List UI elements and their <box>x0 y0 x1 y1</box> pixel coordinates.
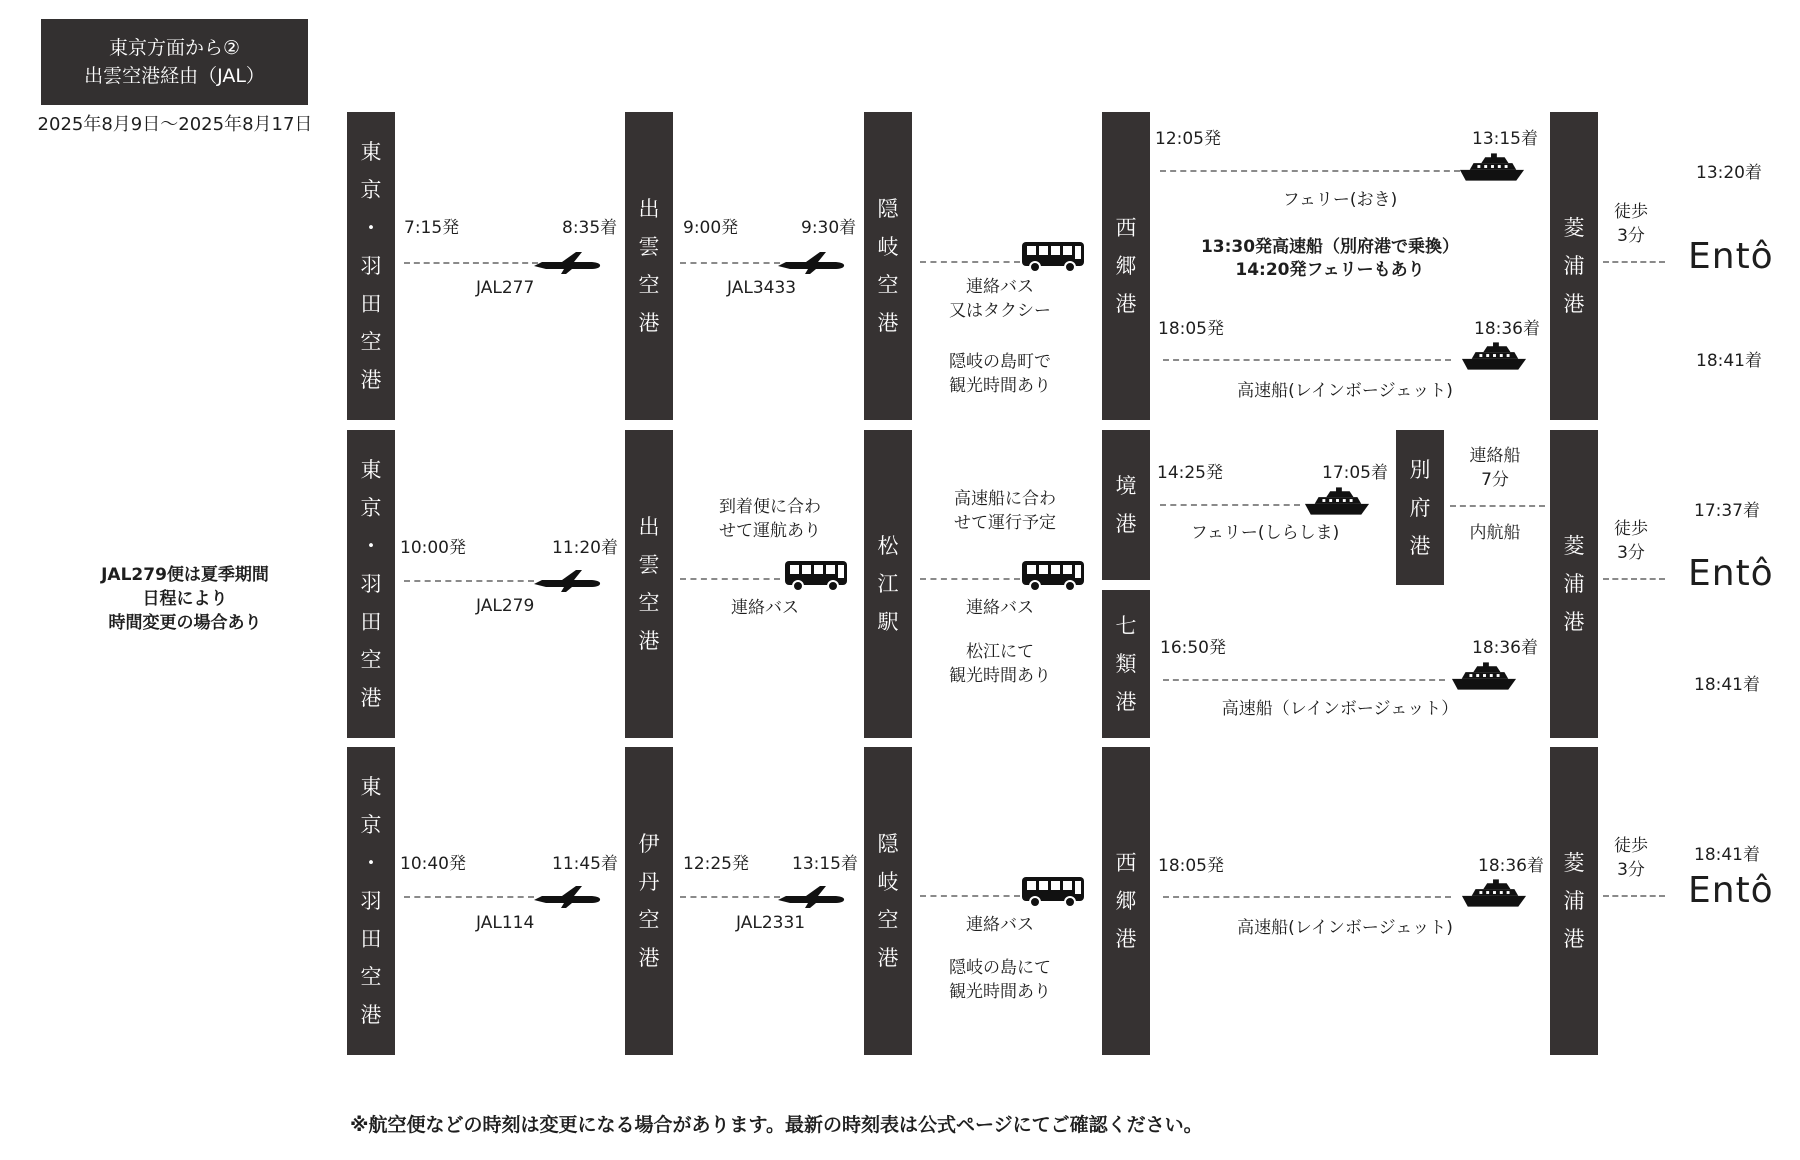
r1-ferry1-line <box>1160 170 1460 172</box>
station-char: 別 <box>1409 457 1431 482</box>
station-char: 浦 <box>1563 254 1585 278</box>
r1-bus-note <box>930 350 1070 398</box>
r1-transfer-note-1: 13:30発高速船（別府港で乗換） <box>1200 237 1460 257</box>
ship-icon <box>1450 661 1518 691</box>
r1-transfer-note-2: 14:20発フェリーもあり <box>1235 260 1425 280</box>
r1-flight1-name: JAL277 <box>476 278 535 298</box>
r2-ferry2-arr: 18:36着 <box>1472 638 1538 658</box>
station-char: 岐 <box>877 870 899 894</box>
r1-ferry1-arr: 13:15着 <box>1472 129 1538 149</box>
r1-flight2-dep: 9:00発 <box>683 218 739 238</box>
station-char: 港 <box>638 311 660 335</box>
r2-walk <box>1605 517 1657 565</box>
r2-ferry1-dep: 14:25発 <box>1157 463 1223 483</box>
station-char: 菱 <box>1563 851 1585 875</box>
airplane-icon <box>776 249 846 275</box>
station-char: 類 <box>1115 652 1137 676</box>
station-char: 京 <box>360 178 382 202</box>
side-note-line-2: 日程により <box>142 589 228 609</box>
ento-logo-row3: Entô <box>1688 870 1774 911</box>
station-char: 空 <box>638 908 660 932</box>
airplane-icon <box>532 249 602 275</box>
station-char: 空 <box>877 273 899 297</box>
r1-walk-1: 徒歩 <box>1614 202 1648 222</box>
station-hishiura-row2 <box>1550 430 1598 738</box>
station-char: 港 <box>1115 292 1137 316</box>
r1-bus-line <box>920 261 1020 263</box>
r3-flight1-arr: 11:45着 <box>552 854 618 874</box>
station-char: 空 <box>360 648 382 672</box>
station-char: 郷 <box>1115 889 1137 913</box>
station-hishiura-row3 <box>1550 747 1598 1055</box>
date-range: 2025年8月9日〜2025年8月17日 <box>37 114 313 135</box>
station-char: 空 <box>360 330 382 354</box>
station-izumo-row2 <box>625 430 673 738</box>
r1-bus-note-2: 観光時間あり <box>949 376 1051 396</box>
r2-flight1-name: JAL279 <box>476 596 535 616</box>
r3-ferry-arr: 18:36着 <box>1478 856 1544 876</box>
r1-ferry2-name: 高速船(レインボージェット) <box>1237 381 1453 401</box>
r1-arrive1: 13:20着 <box>1696 163 1762 183</box>
side-note-line-1: JAL279便は夏季期間 <box>101 565 269 585</box>
r2-arrive2: 18:41着 <box>1694 675 1760 695</box>
r3-ferry-name: 高速船(レインボージェット) <box>1237 918 1453 938</box>
r3-flight2-arr: 13:15着 <box>792 854 858 874</box>
station-oki-airport-row1 <box>864 112 912 420</box>
station-char: 空 <box>638 273 660 297</box>
station-char: 京 <box>360 813 382 837</box>
station-char: 羽 <box>360 889 382 913</box>
r3-arrive: 18:41着 <box>1694 845 1760 865</box>
r2-walk-line <box>1603 578 1665 580</box>
station-itami-row3 <box>625 747 673 1055</box>
r2-bus2-note-2: せて運行予定 <box>954 513 1056 533</box>
station-char: 府 <box>1409 495 1431 520</box>
station-char: 港 <box>638 629 660 653</box>
station-char: 菱 <box>1563 534 1585 558</box>
station-char: 松 <box>877 534 899 558</box>
r2-ferry1-name: フェリー(しらしま) <box>1190 523 1340 543</box>
station-char: 隠 <box>877 832 899 856</box>
r2-link-name: 内航船 <box>1469 523 1521 543</box>
bus-icon <box>784 560 848 592</box>
r1-flight2-name: JAL3433 <box>727 278 797 298</box>
r2-link-time: 7分 <box>1481 470 1509 490</box>
station-char: 西 <box>1115 851 1137 875</box>
station-char: 西 <box>1115 216 1137 240</box>
station-char: 羽 <box>360 572 382 596</box>
r1-ferry2-dep: 18:05発 <box>1158 319 1224 339</box>
r2-ferry2-dep: 16:50発 <box>1160 638 1226 658</box>
bus-icon <box>1021 876 1085 908</box>
bus-icon <box>1021 560 1085 592</box>
station-char: 境 <box>1115 474 1137 498</box>
r1-transfer-note <box>1160 236 1500 282</box>
station-char: 港 <box>638 946 660 970</box>
r2-ferry2-line <box>1163 679 1445 681</box>
r1-flight1-line <box>404 262 538 264</box>
station-char: 港 <box>1115 690 1137 714</box>
r2-link-line <box>1450 505 1545 507</box>
r1-bus-label <box>930 275 1070 323</box>
station-tokyo-haneda-row2 <box>347 430 395 738</box>
station-sakai-row2 <box>1102 430 1150 580</box>
station-char: 港 <box>1563 292 1585 316</box>
station-char: ・ <box>360 216 382 240</box>
side-note-line-3: 時間変更の場合あり <box>108 613 262 633</box>
r1-flight1-arr: 8:35着 <box>562 218 618 238</box>
r1-flight2-arr: 9:30着 <box>801 218 857 238</box>
station-char: 港 <box>1563 610 1585 634</box>
station-char: 羽 <box>360 254 382 278</box>
station-tokyo-haneda-row1 <box>347 112 395 420</box>
r3-ferry-dep: 18:05発 <box>1158 856 1224 876</box>
station-shichirui-row2 <box>1102 590 1150 738</box>
station-tokyo-haneda-row3 <box>347 747 395 1055</box>
station-char: 港 <box>1563 927 1585 951</box>
station-char: 空 <box>360 965 382 989</box>
station-char: 京 <box>360 496 382 520</box>
station-char: 七 <box>1115 614 1137 638</box>
station-char: 田 <box>360 927 382 951</box>
station-char: 港 <box>1409 533 1431 558</box>
r1-walk-2: 3分 <box>1617 226 1645 246</box>
r2-flight1-line <box>404 580 534 582</box>
side-note <box>60 563 310 635</box>
r1-arrive2: 18:41着 <box>1696 351 1762 371</box>
station-char: 出 <box>638 515 660 539</box>
r2-bus2-sightseeing-2: 観光時間あり <box>949 666 1051 686</box>
r1-flight1-dep: 7:15発 <box>404 218 460 238</box>
r3-flight1-dep: 10:40発 <box>400 854 466 874</box>
r3-flight2-name: JAL2331 <box>736 913 806 933</box>
r1-bus-label-1: 連絡バス <box>966 277 1034 297</box>
station-char: ・ <box>360 534 382 558</box>
r1-bus-note-1: 隠岐の島町で <box>949 352 1051 372</box>
ship-icon <box>1303 486 1371 516</box>
station-char: 雲 <box>638 553 660 577</box>
r2-bus2-sightseeing <box>930 640 1070 688</box>
ship-icon <box>1458 152 1526 182</box>
r3-bus-note <box>930 956 1070 1004</box>
footer-note: ※航空便などの時刻は変更になる場合があります。最新の時刻表は公式ページにてご確認ください。 <box>350 1114 1203 1136</box>
r2-bus2-note-1: 高速船に合わ <box>954 489 1056 509</box>
station-char: 港 <box>1115 927 1137 951</box>
station-matsue-row2 <box>864 430 912 738</box>
station-char: 駅 <box>877 610 899 634</box>
r2-ferry2-name: 高速船（レインボージェット） <box>1221 699 1459 719</box>
station-hishiura-row1 <box>1550 112 1598 420</box>
r2-bus1-note <box>690 495 850 543</box>
station-char: 東 <box>360 458 382 482</box>
ento-logo-row1: Entô <box>1688 236 1774 277</box>
station-izumo-row1 <box>625 112 673 420</box>
airplane-icon <box>532 567 602 593</box>
ento-logo-row2: Entô <box>1688 553 1774 594</box>
r1-bus-label-2: 又はタクシー <box>949 301 1051 321</box>
station-char: 雲 <box>638 235 660 259</box>
r1-ferry1-dep: 12:05発 <box>1155 129 1221 149</box>
r2-bus1-note-1: 到着便に合わ <box>719 497 821 517</box>
r3-walk-line <box>1603 895 1665 897</box>
station-char: 田 <box>360 292 382 316</box>
ship-icon <box>1460 341 1528 371</box>
r3-bus-label: 連絡バス <box>966 915 1034 935</box>
station-char: 港 <box>360 686 382 710</box>
r2-bus1-note-2: せて運航あり <box>719 521 821 541</box>
station-char: 港 <box>877 311 899 335</box>
r2-bus2-label: 連絡バス <box>966 598 1034 618</box>
r2-bus2-note <box>930 487 1080 535</box>
r1-walk-line <box>1603 261 1665 263</box>
r3-walk-1: 徒歩 <box>1614 836 1648 856</box>
station-char: 伊 <box>638 832 660 856</box>
r1-ferry2-line <box>1163 359 1451 361</box>
r2-flight1-dep: 10:00発 <box>400 538 466 558</box>
r2-bus1-label: 連絡バス <box>731 598 799 618</box>
station-char: 江 <box>877 572 899 596</box>
r3-flight2-line <box>680 896 780 898</box>
r3-bus-note-1: 隠岐の島にて <box>949 958 1051 978</box>
airplane-icon <box>532 883 602 909</box>
r2-bus2-line <box>920 578 1020 580</box>
station-char: 港 <box>360 368 382 392</box>
r3-flight1-line <box>404 896 534 898</box>
r1-ferry2-arr: 18:36着 <box>1474 319 1540 339</box>
r3-walk-2: 3分 <box>1617 860 1645 880</box>
r3-bus-line <box>920 895 1020 897</box>
airplane-icon <box>776 883 846 909</box>
station-beppu-row2 <box>1396 430 1444 585</box>
r3-flight1-name: JAL114 <box>476 913 535 933</box>
bus-icon <box>1021 241 1085 273</box>
r2-arrive1: 17:37着 <box>1694 501 1760 521</box>
r3-ferry-line <box>1163 896 1451 898</box>
station-char: 隠 <box>877 197 899 221</box>
station-char: 空 <box>638 591 660 615</box>
station-char: 空 <box>877 908 899 932</box>
r1-walk <box>1605 200 1657 248</box>
station-char: 岐 <box>877 235 899 259</box>
station-char: 田 <box>360 610 382 634</box>
r2-ferry1-line <box>1160 504 1300 506</box>
r2-ferry1-arr: 17:05着 <box>1322 463 1388 483</box>
r3-flight2-dep: 12:25発 <box>683 854 749 874</box>
station-char: 港 <box>360 1003 382 1027</box>
r3-bus-note-2: 観光時間あり <box>949 982 1051 1002</box>
station-char: 郷 <box>1115 254 1137 278</box>
r2-walk-2: 3分 <box>1617 543 1645 563</box>
station-saigo-row1 <box>1102 112 1150 420</box>
r1-flight2-line <box>680 262 780 264</box>
r2-bus2-sightseeing-1: 松江にて <box>966 642 1034 662</box>
r1-ferry1-name: フェリー(おき) <box>1282 190 1398 210</box>
r2-walk-1: 徒歩 <box>1614 519 1648 539</box>
r2-link-title: 連絡船 <box>1469 446 1521 466</box>
station-char: 出 <box>638 197 660 221</box>
r3-walk <box>1605 834 1657 882</box>
title-line-2: 出雲空港経由（JAL） <box>84 65 265 87</box>
r2-flight1-arr: 11:20着 <box>552 538 618 558</box>
station-char: 浦 <box>1563 889 1585 913</box>
station-saigo-row3 <box>1102 747 1150 1055</box>
r2-link-label <box>1455 444 1535 492</box>
station-char: 浦 <box>1563 572 1585 596</box>
station-char: 丹 <box>638 870 660 894</box>
station-char: ・ <box>360 851 382 875</box>
station-char: 東 <box>360 140 382 164</box>
ship-icon <box>1460 878 1528 908</box>
title-box <box>41 19 308 105</box>
station-char: 菱 <box>1563 216 1585 240</box>
station-char: 東 <box>360 775 382 799</box>
r2-bus1-line <box>680 578 780 580</box>
station-oki-airport-row3 <box>864 747 912 1055</box>
station-char: 港 <box>877 946 899 970</box>
title-line-1: 東京方面から② <box>108 37 241 59</box>
station-char: 港 <box>1115 512 1137 536</box>
